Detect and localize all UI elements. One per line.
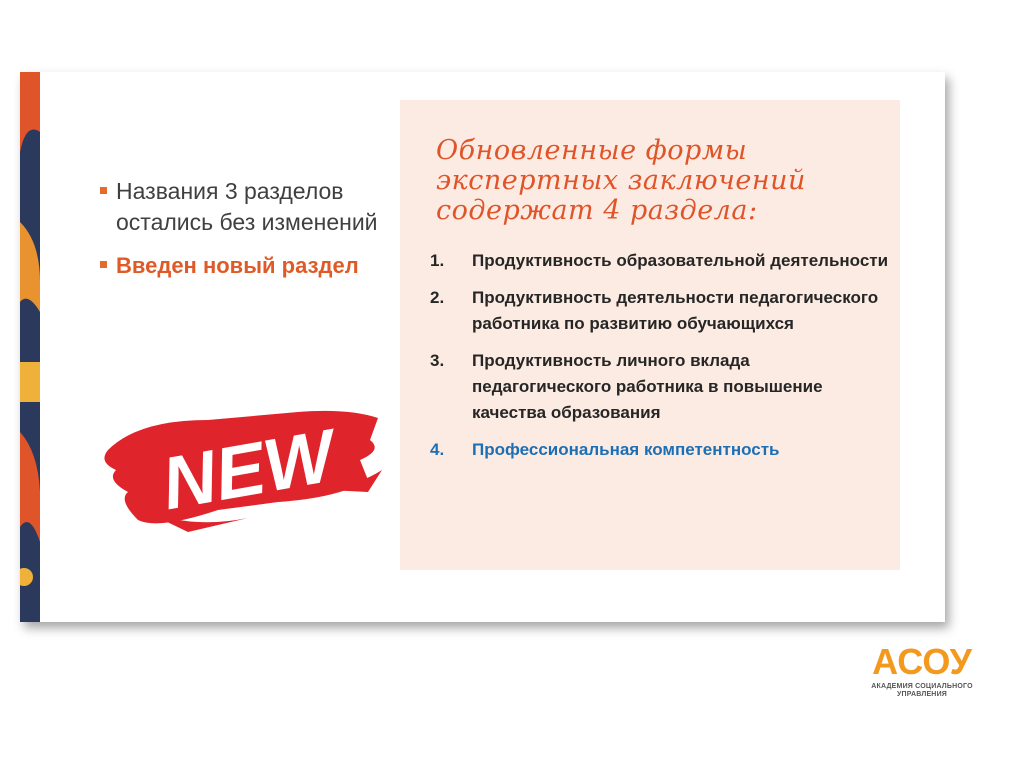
bullet-unchanged-sections bbox=[98, 176, 398, 238]
svg-text:АСОУ: АСОУ bbox=[872, 641, 972, 682]
section-number: 1. bbox=[430, 251, 445, 270]
new-stamp-text: NEW bbox=[155, 413, 341, 526]
sections-panel bbox=[400, 100, 900, 570]
logo-caption-line2: УПРАВЛЕНИЯ bbox=[896, 691, 948, 698]
asou-logo bbox=[858, 638, 986, 708]
logo-caption-line1: АКАДЕМИЯ СОЦИАЛЬНОГО bbox=[871, 683, 973, 690]
bullet-list bbox=[98, 176, 398, 293]
bullet-text: Названия 3 разделов остались без изменений bbox=[116, 178, 378, 235]
section-item-1 bbox=[430, 248, 890, 274]
section-number: 4. bbox=[430, 440, 445, 459]
bullet-marker bbox=[100, 261, 107, 268]
section-text: Продуктивность образовательной деятельности bbox=[472, 251, 889, 270]
section-number: 3. bbox=[430, 351, 445, 370]
section-item-4 bbox=[430, 437, 890, 463]
asou-logo-mark bbox=[858, 638, 986, 682]
section-text: Продуктивность деятельности педагогического работника по развитию обучающихся bbox=[472, 288, 879, 333]
bullet-marker bbox=[100, 187, 107, 194]
section-number: 2. bbox=[430, 288, 445, 307]
decorative-strip bbox=[20, 72, 40, 622]
section-text: Продуктивность личного вклада педагогического работника в повышение качества образования bbox=[472, 351, 823, 422]
bullet-new-section bbox=[98, 250, 398, 281]
section-item-2 bbox=[430, 285, 890, 337]
panel-title: Обновленные формы экспертных заключений содержат 4 раздела: bbox=[436, 135, 806, 226]
logo-caption bbox=[858, 683, 986, 699]
section-item-3 bbox=[430, 348, 890, 426]
sections-list bbox=[430, 248, 890, 474]
slide bbox=[20, 72, 945, 622]
new-stamp-graphic bbox=[98, 380, 388, 540]
bullet-text: Введен новый раздел bbox=[116, 253, 359, 278]
section-text: Профессиональная компетентность bbox=[472, 440, 780, 459]
